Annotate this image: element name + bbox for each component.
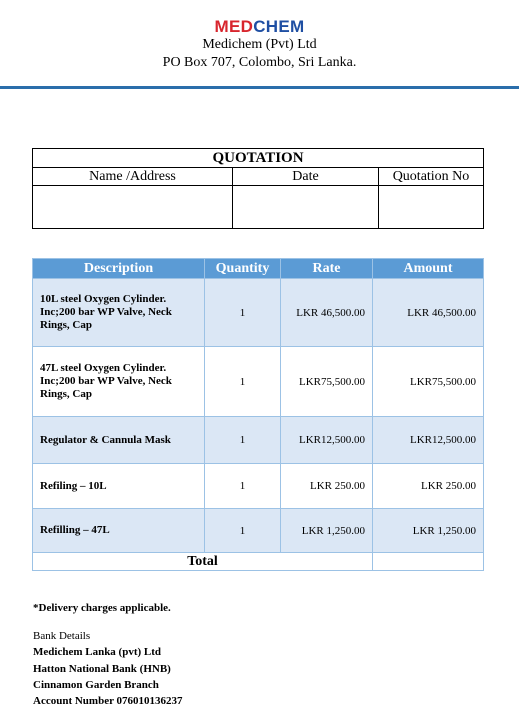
company-address: PO Box 707, Colombo, Sri Lanka. bbox=[162, 55, 357, 70]
item-quantity: 1 bbox=[205, 279, 281, 347]
description-header: Description bbox=[33, 259, 205, 279]
item-rate: LKR 46,500.00 bbox=[281, 279, 373, 347]
item-quantity: 1 bbox=[205, 464, 281, 509]
bank-account-name: Medichem Lanka (pvt) Ltd bbox=[33, 646, 162, 659]
amount-header: Amount bbox=[373, 259, 484, 279]
table-row bbox=[33, 279, 484, 347]
item-description: 47L steel Oxygen Cylinder. Inc;200 bar WP Valve, Neck Rings, Cap bbox=[33, 347, 205, 417]
item-description: Regulator & Cannula Mask bbox=[33, 417, 205, 464]
company-name: Medichem (Pvt) Ltd bbox=[202, 37, 317, 52]
name-address-field[interactable] bbox=[33, 186, 233, 229]
table-row bbox=[33, 417, 484, 464]
bank-name: Hatton National Bank (HNB) bbox=[33, 662, 171, 675]
rate-header: Rate bbox=[281, 259, 373, 279]
quantity-header: Quantity bbox=[205, 259, 281, 279]
table-row bbox=[33, 509, 484, 553]
bank-details-heading: Bank Details bbox=[33, 630, 91, 642]
item-amount: LKR75,500.00 bbox=[373, 347, 484, 417]
item-quantity: 1 bbox=[205, 417, 281, 464]
item-rate: LKR12,500.00 bbox=[281, 417, 373, 464]
item-amount: LKR 250.00 bbox=[373, 464, 484, 509]
date-field[interactable] bbox=[233, 186, 379, 229]
item-amount: LKR 1,250.00 bbox=[373, 509, 484, 553]
bank-details bbox=[33, 628, 183, 709]
quotation-table bbox=[32, 148, 484, 229]
item-rate: LKR75,500.00 bbox=[281, 347, 373, 417]
bank-account-number: Account Number 076010136237 bbox=[33, 695, 183, 708]
quotation-no-header: Quotation No bbox=[379, 168, 484, 186]
total-value bbox=[373, 553, 484, 571]
delivery-note: *Delivery charges applicable. bbox=[33, 602, 171, 614]
header-divider bbox=[0, 86, 519, 89]
item-quantity: 1 bbox=[205, 509, 281, 553]
item-description: Refilling – 47L bbox=[33, 509, 205, 553]
logo-text-chem: CHEM bbox=[253, 17, 305, 36]
item-amount: LKR12,500.00 bbox=[373, 417, 484, 464]
total-row bbox=[33, 553, 484, 571]
item-rate: LKR 1,250.00 bbox=[281, 509, 373, 553]
items-table bbox=[32, 258, 484, 571]
item-description: 10L steel Oxygen Cylinder. Inc;200 bar WP Valve, Neck Rings, Cap bbox=[33, 279, 205, 347]
bank-branch: Cinnamon Garden Branch bbox=[33, 678, 159, 691]
quotation-no-field[interactable] bbox=[379, 186, 484, 229]
item-amount: LKR 46,500.00 bbox=[373, 279, 484, 347]
table-row bbox=[33, 347, 484, 417]
date-header: Date bbox=[233, 168, 379, 186]
total-label: Total bbox=[33, 553, 373, 571]
name-address-header: Name /Address bbox=[33, 168, 233, 186]
company-logo bbox=[0, 17, 519, 37]
item-rate: LKR 250.00 bbox=[281, 464, 373, 509]
quotation-title: QUOTATION bbox=[33, 149, 484, 168]
item-description: Refiling – 10L bbox=[33, 464, 205, 509]
table-row bbox=[33, 464, 484, 509]
logo-text-med: MED bbox=[214, 17, 254, 36]
item-quantity: 1 bbox=[205, 347, 281, 417]
